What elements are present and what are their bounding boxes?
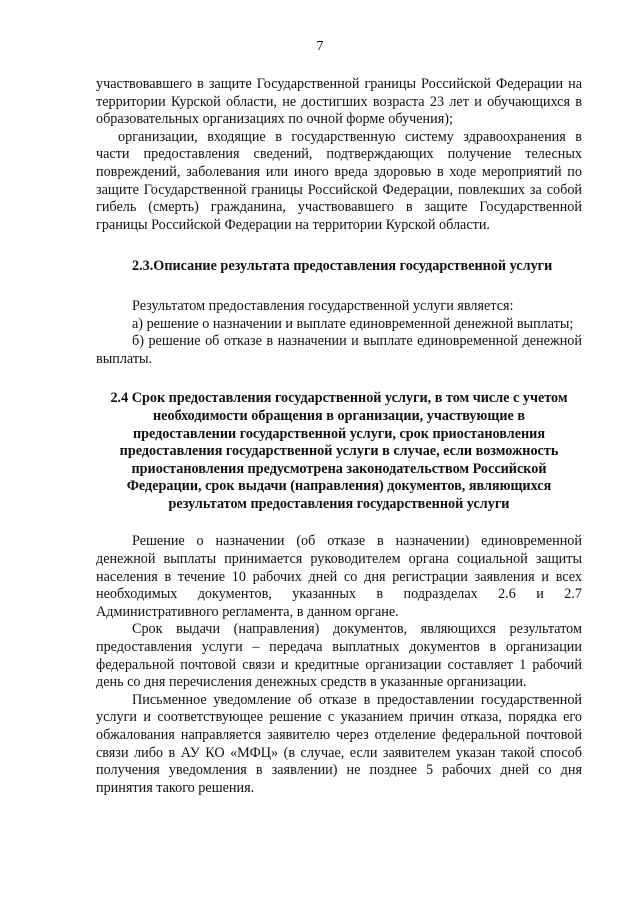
paragraph: а) решение о назначении и выплате единовременной денежной выплаты;: [132, 315, 574, 332]
paragraph: Результатом предоставления государственной услуги является:: [132, 297, 514, 314]
paragraph: участвовавшего в защите Государственной границы Российской Федерации на территории Курской области, не достигших возраста 23 лет и обучающихся в образовательных организациях по очной форме обучения);: [96, 76, 582, 128]
document-body: [96, 76, 582, 797]
paragraph: б) решение об отказе в назначении и выплате единовременной денежной выплаты.: [96, 333, 582, 367]
section-heading-2-4: 2.4 Срок предоставления государственной услуги, в том числе с учетом необходимости обращения в организации, участвующие в предоставлении государственной услуги, срок приостановления предоставления государственной услуги в случае, если возможность приостановления предусмотрена законодательством Российской Федерации, срок выдачи (направления) документов, являющихся результатом предоставления государственной услуги: [110, 390, 568, 512]
paragraph: Письменное уведомление об отказе в предоставлении государственной услуги и соответствующее решение с указанием причин отказа, порядка его обжалования направляется заявителю через отделение федеральной почтовой связи либо в АУ КО «МФЦ» (в случае, если заявителем указан такой способ получения уведомления в заявлении) не позднее 5 рабочих дней со дня принятия такого решения.: [96, 691, 582, 796]
paragraph: Решение о назначении (об отказе в назначении) единовременной денежной выплаты принимается руководителем органа социальной защиты населения в течение 10 рабочих дней со дня регистрации заявления и всех необходимых документов, указанных в подразделах 2.6 и 2.7 Административного регламента, в данном органе.: [96, 533, 582, 620]
paragraph: Срок выдачи (направления) документов, являющихся результатом предоставления услуги – передача выплатных документов в организации федеральной почтовой связи и кредитные организации составляет 1 рабочий день со дня перечисления денежных средств в указанные организации.: [96, 621, 582, 691]
paragraph: организации, входящие в государственную систему здравоохранения в части предоставления сведений, подтверждающих получение телесных повреждений, заболевания или иного вреда здоровью в ходе мероприятий по защите Государственной границы Российской Федерации, повлекших за собой гибель (смерть) гражданина, участвовавшего в защите Государственной границы Российской Федерации на территории Курской области.: [96, 128, 582, 233]
section-heading-2-3: 2.3.Описание результата предоставления государственной услуги: [132, 258, 553, 275]
page-number: 7: [316, 39, 324, 54]
